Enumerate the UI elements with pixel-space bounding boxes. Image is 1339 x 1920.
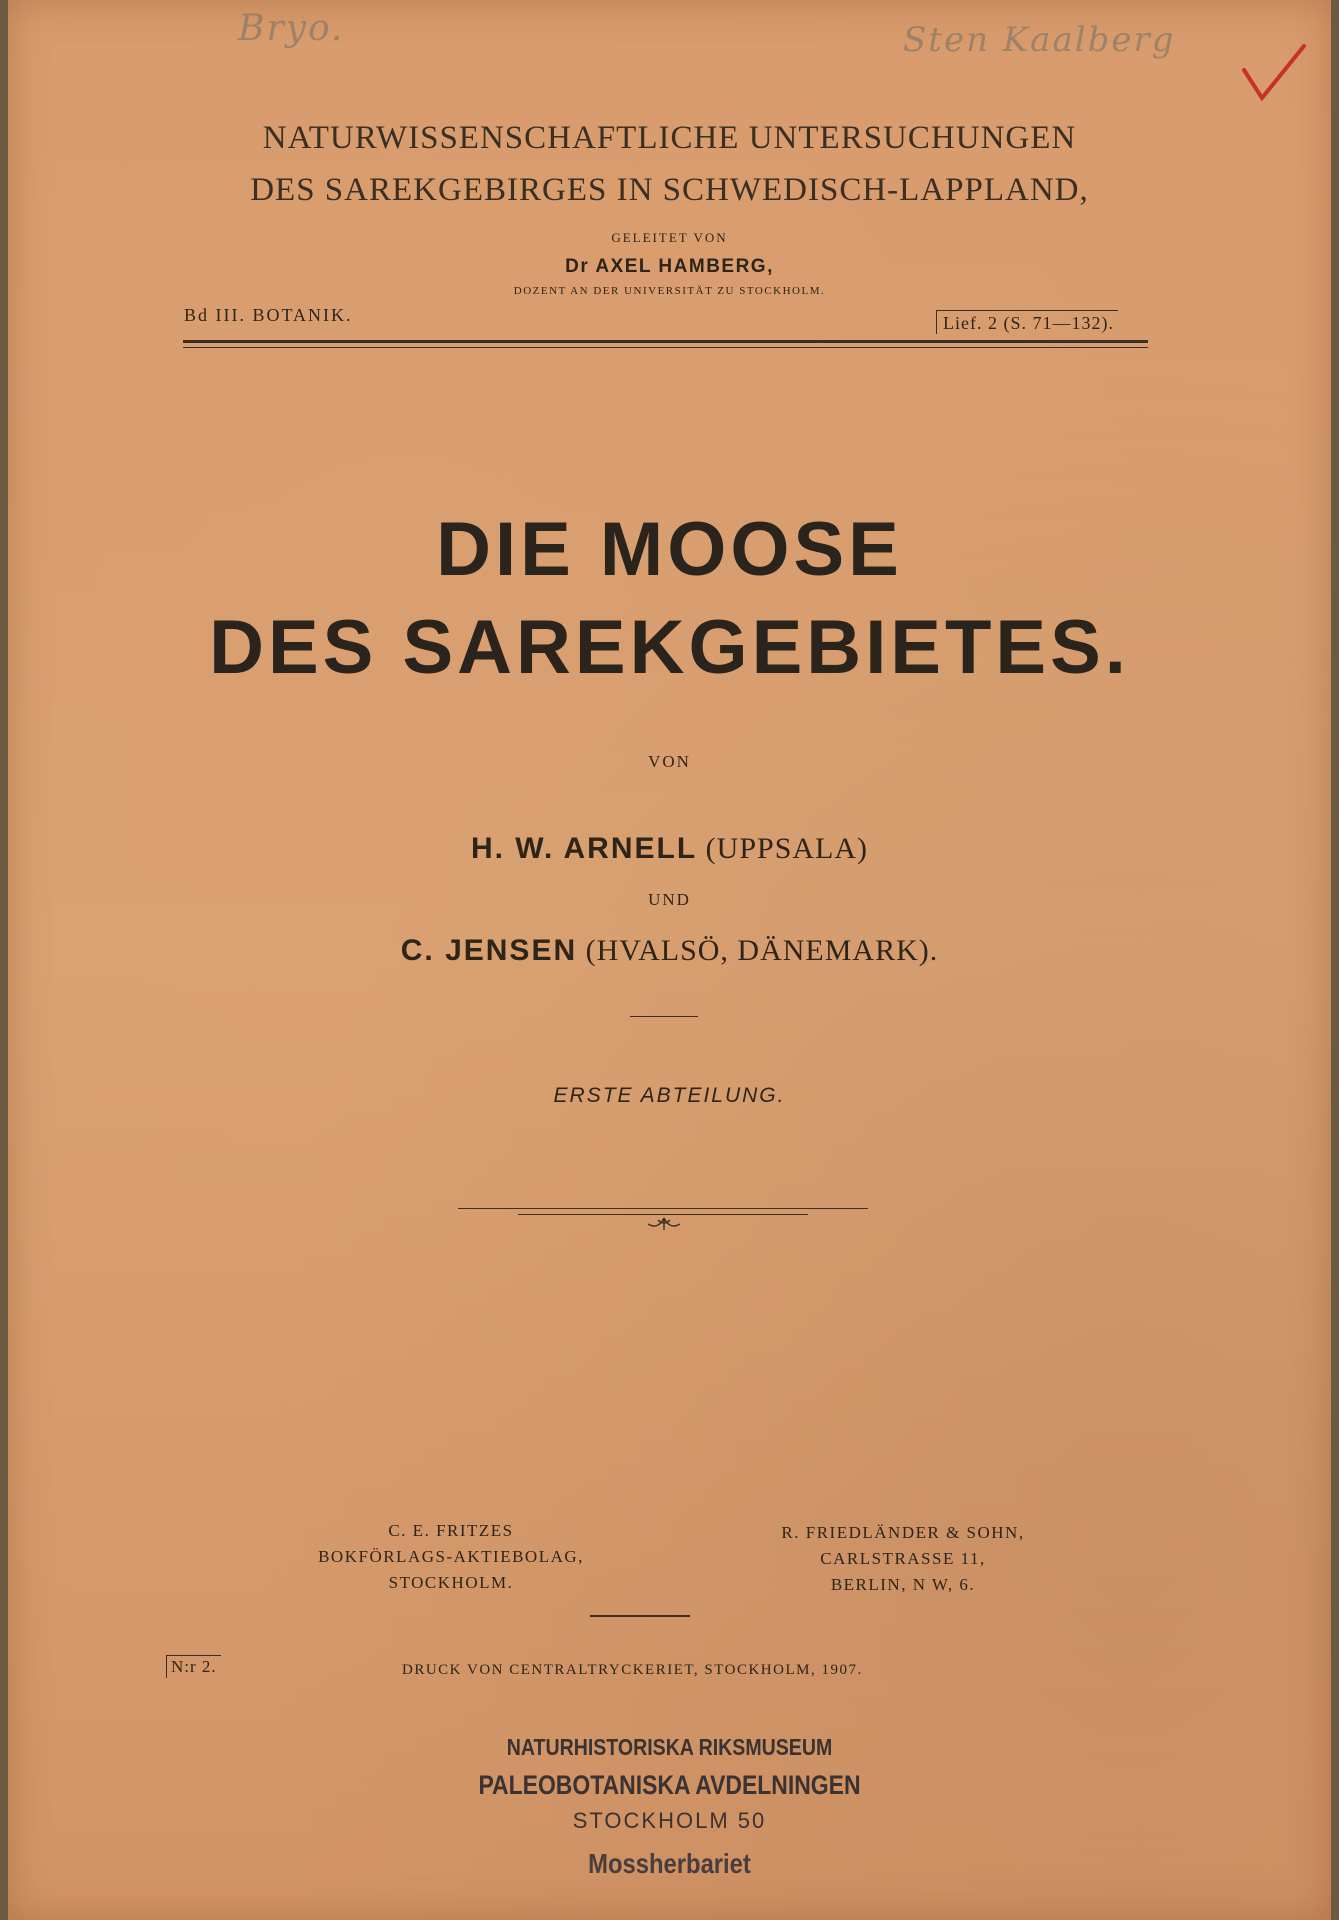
- short-divider-1: [630, 1016, 698, 1017]
- publisher-right-line: R. FRIEDLÄNDER & SOHN,: [781, 1523, 1025, 1542]
- author-1-name: H. W. ARNELL: [470, 832, 698, 865]
- by-label: VON: [648, 752, 691, 771]
- main-title-line-2: DES SAREKGEBIETES.: [209, 605, 1130, 690]
- author-1: [0, 832, 1339, 866]
- ornament-rule-2: [518, 1214, 808, 1215]
- short-divider-2: [590, 1615, 690, 1617]
- series-geleitet: GELEITET VON: [611, 230, 728, 245]
- header-divider-thick: [183, 340, 1148, 343]
- library-stamp-line-2: PALEOBOTANISKA AVDELNINGEN: [478, 1770, 861, 1800]
- series-volume: Bd III. BOTANIK.: [184, 305, 353, 325]
- handwritten-note: Bryo.: [238, 8, 345, 49]
- library-stamp-line-4: Mossherbariet: [588, 1848, 751, 1879]
- publisher-left-line: C. E. FRITZES: [388, 1521, 514, 1540]
- publisher-left-line: BOKFÖRLAGS-AKTIEBOLAG,: [318, 1547, 584, 1566]
- publisher-left: [286, 1518, 616, 1596]
- checkmark-icon: [1240, 42, 1310, 104]
- author-2-name: C. JENSEN: [400, 934, 578, 967]
- issue-number: N:r 2.: [166, 1655, 221, 1678]
- library-stamp-line-1: NATURHISTORISKA RIKSMUSEUM: [506, 1734, 833, 1760]
- series-editor: Dr AXEL HAMBERG,: [565, 256, 774, 277]
- series-part: Lief. 2 (S. 71—132).: [936, 310, 1118, 334]
- author-2: [0, 934, 1339, 968]
- series-editor-role: DOZENT AN DER UNIVERSITÄT ZU STOCKHOLM.: [513, 285, 826, 297]
- publisher-left-line: STOCKHOLM.: [388, 1573, 514, 1592]
- series-title-line-1: NATURWISSENSCHAFTLICHE UNTERSUCHUNGEN: [262, 120, 1077, 156]
- author-2-place: (HVALSÖ, DÄNEMARK).: [585, 934, 939, 967]
- fleuron-ornament-icon: [644, 1216, 684, 1232]
- header-divider-thin: [183, 347, 1148, 348]
- ornament-rule: [458, 1208, 868, 1209]
- publisher-right-line: BERLIN, N W, 6.: [830, 1575, 976, 1594]
- series-title-line-2: DES SAREKGEBIRGES IN SCHWEDISCH-LAPPLAND,: [250, 172, 1089, 208]
- publisher-right: [738, 1520, 1068, 1598]
- book-cover: [8, 0, 1331, 1920]
- section-label: ERSTE ABTEILUNG.: [553, 1084, 786, 1107]
- publisher-right-line: CARLSTRASSE 11,: [820, 1549, 986, 1568]
- library-stamp-line-3: STOCKHOLM 50: [572, 1808, 767, 1833]
- author-1-place: (UPPSALA): [705, 832, 869, 865]
- and-label: UND: [648, 890, 691, 909]
- main-title-line-1: DIE MOOSE: [436, 507, 903, 592]
- printer-line: DRUCK VON CENTRALTRYCKERIET, STOCKHOLM, 1907.: [402, 1662, 863, 1678]
- handwritten-signature: Sten Kaalberg: [903, 20, 1176, 60]
